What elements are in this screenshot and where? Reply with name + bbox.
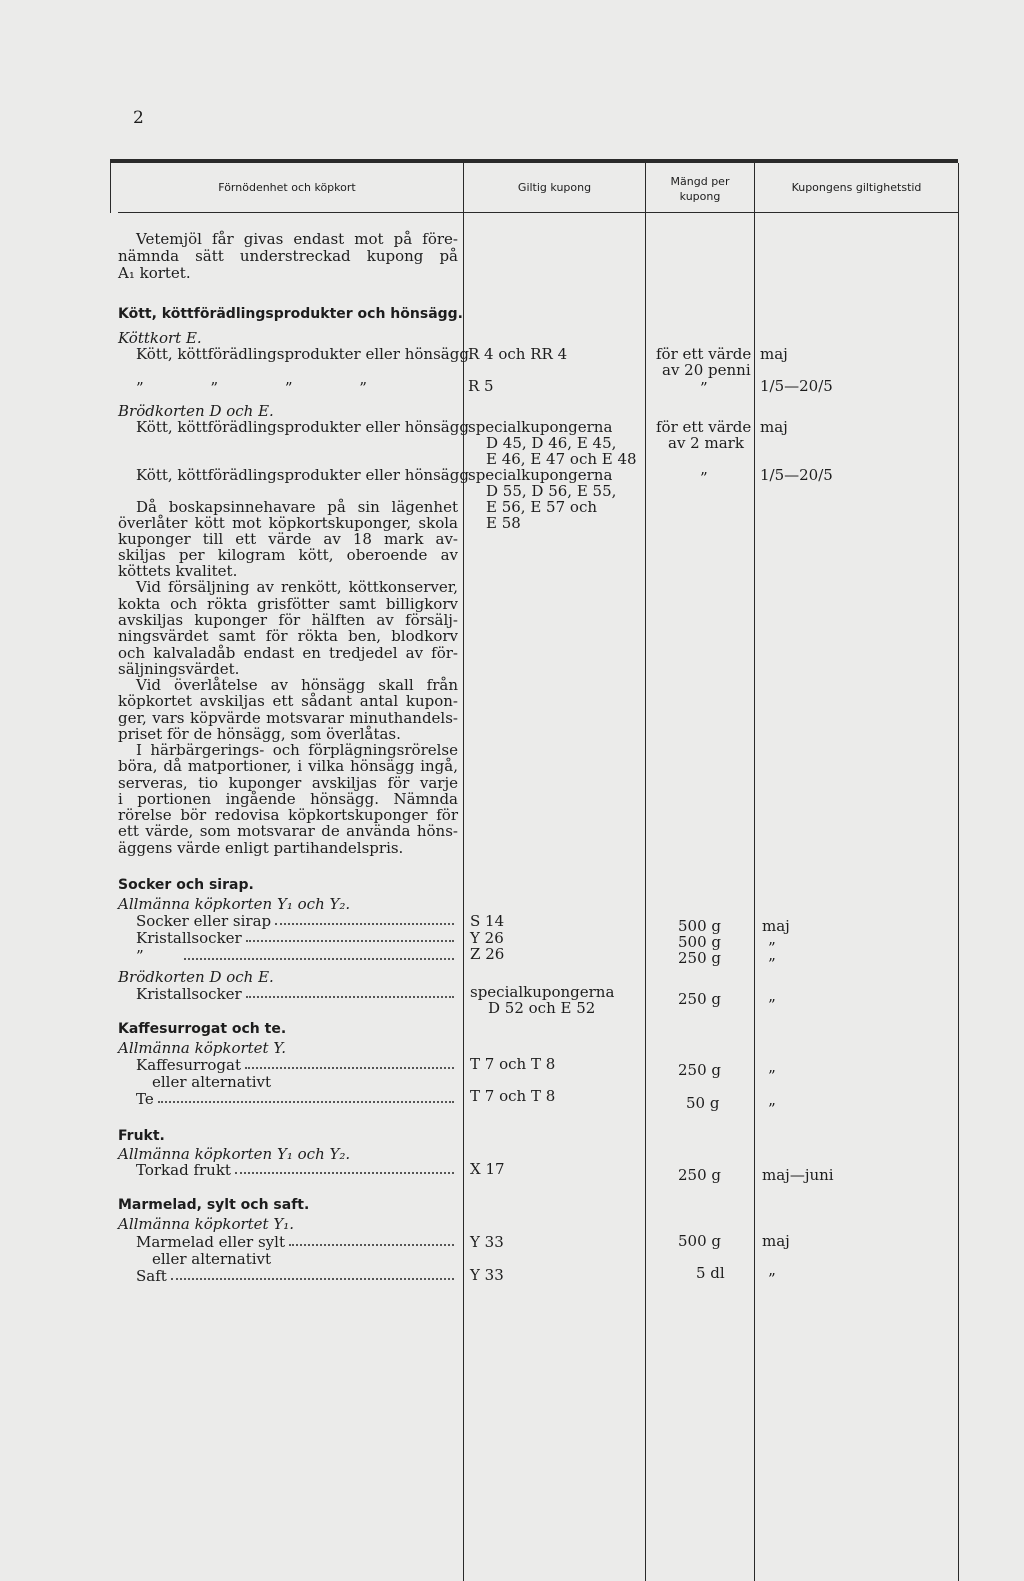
coffee-row1-amount: 250 g: [678, 1061, 722, 1079]
header-col-product: Förnödenhet och köpkort: [218, 181, 356, 194]
meat-row3-coupon-2: D 45, D 46, E 45,: [486, 434, 617, 452]
meat-text-line: kokta och rökta grisfötter samt billigkorv: [118, 595, 458, 613]
meat-row3-coupon-3: E 46, E 47 och E 48: [486, 450, 637, 468]
sugar-row4-amount: 250 g: [678, 990, 722, 1008]
sugar-card-y: Allmänna köpkorten Y₁ och Y₂.: [118, 895, 351, 913]
meat-row4-coupon-2: D 55, D 56, E 55,: [486, 482, 617, 500]
meat-text-line: köpkortet avskiljas ett sådant antal kupon-: [118, 692, 458, 710]
coffee-row1-item-label: Kaffesurrogat: [136, 1056, 241, 1074]
sugar-row1-coupon: S 14: [470, 912, 505, 930]
header-col-amount: [646, 174, 754, 204]
meat-row3-validity: maj: [760, 418, 788, 436]
dot-leader: [289, 1234, 454, 1246]
sugar-row3-validity: ”: [768, 955, 776, 973]
fruit-row1-amount: 250 g: [678, 1166, 722, 1184]
sugar-row2-amount: 500 g: [678, 933, 722, 951]
meat-row2-validity: 1/5—20/5: [760, 377, 833, 395]
jam-alt: eller alternativt: [152, 1250, 272, 1268]
sugar-row3-coupon: Z 26: [470, 945, 505, 963]
fruit-row1-validity: maj—juni: [762, 1166, 834, 1184]
sugar-row2-item-label: Kristallsocker: [136, 929, 242, 947]
meat-text-line: överlåter kött mot köpkortskuponger, skola: [118, 514, 458, 532]
dot-leader: [184, 948, 454, 960]
column-rule-1: [463, 163, 464, 1581]
sugar-row2-coupon: Y 26: [470, 929, 504, 947]
jam-row1-item-label: Marmelad eller sylt: [136, 1233, 285, 1251]
meat-row3-coupon-1: specialkupongerna: [468, 418, 613, 436]
coffee-row2-amount: 50 g: [686, 1094, 720, 1112]
sugar-card-de: Brödkorten D och E.: [118, 968, 274, 986]
meat-text-line: äggens värde enligt partihandelspris.: [118, 839, 404, 857]
sugar-row2-validity: ”: [768, 939, 776, 957]
sugar-row2-item: [118, 930, 458, 946]
header-amount-line2: kupong: [679, 190, 721, 203]
fruit-heading: Frukt.: [118, 1128, 165, 1144]
sugar-row4-item: [118, 986, 458, 1002]
sugar-row4-validity: ”: [768, 996, 776, 1014]
meat-row3-amount-1: för ett värde: [656, 418, 752, 436]
sugar-row1-amount: 500 g: [678, 917, 722, 935]
page-number: 2: [133, 108, 144, 128]
header-col-coupon: Giltig kupong: [517, 181, 592, 194]
meat-text-line: böra, då matportioner, i vilka hönsägg ingå,: [118, 757, 458, 775]
meat-text-line: i portionen ingående hönsägg. Nämnda: [118, 790, 458, 808]
meat-text-line: och kalvaladåb endast en tredjedel av för-: [118, 644, 458, 662]
jam-row2-amount: 5 dl: [696, 1264, 725, 1282]
jam-row1-validity: maj: [762, 1232, 790, 1250]
sugar-row4-item-label: Kristallsocker: [136, 985, 242, 1003]
meat-row4-item: Kött, köttförädlingsprodukter eller hönsägg: [136, 466, 469, 484]
sugar-row4-coupon-1: specialkupongerna: [470, 983, 615, 1001]
coffee-row2-validity: ”: [768, 1100, 776, 1118]
fruit-row1-item-label: Torkad frukt: [136, 1161, 231, 1179]
meat-row1-coupon: R 4 och RR 4: [468, 345, 568, 363]
meat-text-line: priset för de hönsägg, som överlåtas.: [118, 725, 401, 743]
meat-text-line: Då boskapsinnehavare på sin lägenhet: [136, 498, 458, 516]
meat-text-line: skiljas per kilogram kött, oberoende av: [118, 546, 458, 564]
sugar-row3-item-label: ”: [136, 947, 144, 965]
header-amount-line1: Mängd per: [670, 175, 730, 188]
intro-line-3: A₁ kortet.: [118, 264, 191, 282]
meat-text-line: ningsvärdet samt för rökta ben, blodkorv: [118, 627, 458, 645]
coffee-row2-item-label: Te: [136, 1090, 154, 1108]
column-rule-3: [754, 163, 755, 1581]
dot-leader: [245, 1057, 454, 1069]
meat-text-line: ger, vars köpvärde motsvarar minuthandels-: [118, 709, 458, 727]
meat-row4-amount: ”: [700, 469, 708, 487]
column-rule-2: [645, 163, 646, 1581]
sugar-row3-item: [118, 948, 458, 964]
meat-heading: Kött, köttförädlingsprodukter och hönsägg.: [118, 306, 463, 322]
coffee-row1-coupon: T 7 och T 8: [470, 1055, 556, 1073]
meat-text-line: kuponger till ett värde av 18 mark av-: [118, 530, 458, 548]
header-col-validity: Kupongens giltighetstid: [791, 181, 922, 194]
sugar-row4-coupon-2: D 52 och E 52: [488, 999, 596, 1017]
fruit-card-y: Allmänna köpkorten Y₁ och Y₂.: [118, 1145, 351, 1163]
dot-leader: [171, 1268, 454, 1280]
meat-row4-coupon-1: specialkupongerna: [468, 466, 613, 484]
fruit-row1-coupon: X 17: [470, 1160, 505, 1178]
jam-row1-item: [118, 1234, 458, 1250]
jam-heading: Marmelad, sylt och saft.: [118, 1197, 310, 1213]
jam-row2-item: [118, 1268, 458, 1284]
coffee-row1-validity: ”: [768, 1067, 776, 1085]
dot-leader: [235, 1162, 454, 1174]
meat-row1-validity: maj: [760, 345, 788, 363]
meat-card-e: Köttkort E.: [118, 329, 202, 347]
meat-text-line: Vid försäljning av renkött, köttkonserver,: [136, 578, 458, 596]
meat-text-line: köttets kvalitet.: [118, 562, 238, 580]
sugar-row1-item-label: Socker eller sirap: [136, 912, 272, 930]
meat-row4-coupon-4: E 58: [486, 514, 521, 532]
meat-row1-item: Kött, köttförädlingsprodukter eller hönsägg: [136, 345, 469, 363]
jam-row2-coupon: Y 33: [470, 1266, 504, 1284]
intro-line-2: nämnda sätt understreckad kupong på: [118, 247, 458, 265]
jam-row2-item-label: Saft: [136, 1267, 167, 1285]
meat-text-line: serveras, tio kuponger avskiljas för varje: [118, 774, 458, 792]
dot-leader: [275, 913, 454, 925]
meat-row2-ditto: ” ” ” ”: [136, 379, 367, 397]
sugar-row3-amount: 250 g: [678, 949, 722, 967]
meat-row1-amount-1: för ett värde: [656, 345, 752, 363]
coffee-alt: eller alternativt: [152, 1073, 272, 1091]
meat-row4-coupon-3: E 56, E 57 och: [486, 498, 598, 516]
meat-row1-amount-2: av 20 penni: [662, 361, 751, 379]
meat-text-line: Vid överlåtelse av hönsägg skall från: [136, 676, 458, 694]
dot-leader: [246, 986, 454, 998]
coffee-row1-item: [118, 1057, 458, 1073]
jam-row1-amount: 500 g: [678, 1232, 722, 1250]
meat-row3-amount-2: av 2 mark: [668, 434, 744, 452]
coffee-row2-item: [118, 1091, 458, 1107]
sugar-row1-item: [118, 913, 458, 929]
coffee-card-y: Allmänna köpkortet Y.: [118, 1039, 287, 1057]
dot-leader: [158, 1091, 454, 1103]
jam-row2-validity: ”: [768, 1270, 776, 1288]
meat-row2-amount: ”: [700, 379, 708, 397]
header-bottom-rule: [118, 212, 958, 213]
meat-text-line: säljningsvärdet.: [118, 660, 240, 678]
sugar-heading: Socker och sirap.: [118, 877, 254, 893]
coffee-heading: Kaffesurrogat och te.: [118, 1021, 287, 1037]
jam-row1-coupon: Y 33: [470, 1233, 504, 1251]
meat-card-de: Brödkorten D och E.: [118, 402, 274, 420]
meat-text-line: I härbärgerings- och förplägningsrörelse: [136, 741, 458, 759]
fruit-row1-item: [118, 1162, 458, 1178]
meat-text-line: rörelse bör redovisa köpkortskuponger för: [118, 806, 458, 824]
column-rule-right: [958, 163, 959, 1581]
dot-leader: [246, 930, 454, 942]
coffee-row2-coupon: T 7 och T 8: [470, 1087, 556, 1105]
meat-row3-item: Kött, köttförädlingsprodukter eller hönsägg: [136, 418, 469, 436]
meat-text-line: avskiljas kuponger för hälften av försälj-: [118, 611, 458, 629]
intro-line-1: Vetemjöl får givas endast mot på före-: [136, 230, 458, 248]
meat-row4-validity: 1/5—20/5: [760, 466, 833, 484]
sugar-row1-validity: maj: [762, 917, 790, 935]
meat-text-line: ett värde, som motsvarar de använda höns-: [118, 822, 458, 840]
meat-row2-coupon: R 5: [468, 377, 494, 395]
table-top-rule: [110, 159, 958, 163]
jam-card-y: Allmänna köpkortet Y₁.: [118, 1215, 295, 1233]
